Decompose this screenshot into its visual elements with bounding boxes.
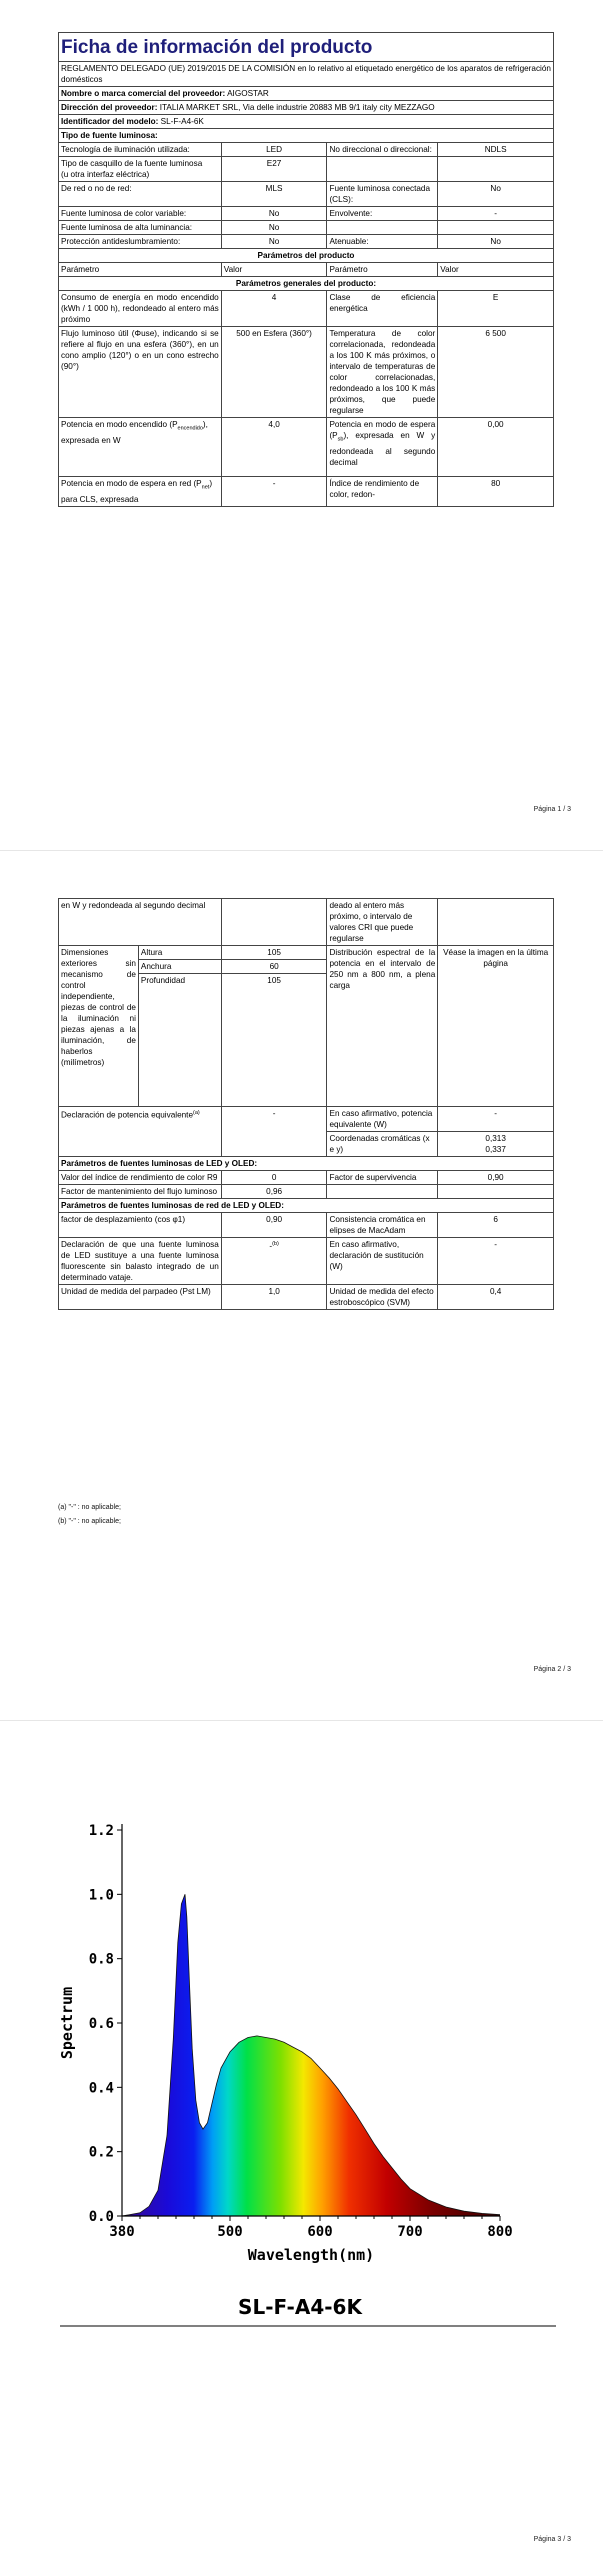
param-label: Envolvente: xyxy=(327,207,438,221)
table-row xyxy=(59,899,554,946)
table-row xyxy=(59,946,554,960)
table-row xyxy=(59,1185,554,1199)
replacement-w-label: En caso afirmativo, declaración de sustitución (W) xyxy=(327,1238,438,1285)
x-axis-label: Wavelength(nm) xyxy=(247,2246,375,2264)
y-tick-label: 0.2 xyxy=(88,2144,114,2161)
footnote-b: (b) "-" : no aplicable; xyxy=(58,1518,121,1525)
general-params-heading: Parámetros generales del producto: xyxy=(59,277,554,291)
table-row xyxy=(59,157,554,182)
standby-label-text: Potencia en modo de espera (P xyxy=(329,420,436,440)
param-label: Fuente luminosa de alta luminancia: xyxy=(59,221,222,235)
networked-label-text-end: ) para CLS, expresada xyxy=(61,479,213,504)
y-tick-label: 0.8 xyxy=(88,1951,114,1968)
power-on-label-text-end: ), expresada en W xyxy=(61,420,208,445)
table-row xyxy=(59,143,554,157)
param-value: 6 500 xyxy=(438,327,554,418)
mains-params-heading: Parámetros de fuentes luminosas de red de LED y OLED: xyxy=(59,1199,554,1213)
source-type-heading: Tipo de fuente luminosa: xyxy=(59,129,554,143)
param-value: E xyxy=(438,291,554,327)
document-title: Ficha de información del producto xyxy=(59,33,554,62)
param-value: No xyxy=(221,235,327,249)
chromaticity-y: 0,337 xyxy=(485,1145,506,1154)
displacement-value: 0,90 xyxy=(221,1213,327,1238)
table-row xyxy=(59,182,554,207)
stroboscopic-label: Unidad de medida del efecto estroboscópico (SVM) xyxy=(327,1285,438,1310)
equivalent-power-value: - xyxy=(221,1107,327,1157)
y-tick-label: 0.4 xyxy=(88,2080,114,2097)
page-separator xyxy=(0,850,603,851)
page-number: Página 3 / 3 xyxy=(533,2536,571,2543)
survival-value: 0,90 xyxy=(438,1171,554,1185)
table-header-row xyxy=(59,263,554,277)
networked-subscript: net xyxy=(201,484,210,491)
standby-value: 0,00 xyxy=(438,418,554,477)
table-row xyxy=(59,1171,554,1185)
spd-label: Distribución espectral de la potencia en el intervalo de 250 nm a 800 nm, a plena carga xyxy=(327,946,438,1107)
dimension-name: Profundidad xyxy=(138,974,221,1107)
param-label: Consumo de energía en modo encendido (kWh / 1 000 h), redondeado al entero más próximo xyxy=(59,291,222,327)
param-value: 500 en Esfera (360°) xyxy=(221,327,327,418)
equivalent-power-w-value: - xyxy=(438,1107,554,1132)
param-label: Protección antideslumbramiento: xyxy=(59,235,222,249)
model-row xyxy=(59,115,554,129)
power-on-label xyxy=(59,418,222,477)
page-number: Página 2 / 3 xyxy=(533,1666,571,1673)
dimension-value: 60 xyxy=(221,960,327,974)
param-value: No xyxy=(221,221,327,235)
equivalent-power-label xyxy=(59,1107,222,1157)
param-value: No xyxy=(438,182,554,207)
chromaticity-x: 0,313 xyxy=(485,1134,506,1143)
led-params-heading: Parámetros de fuentes luminosas de LED y OLED: xyxy=(59,1157,554,1171)
maintenance-value: 0,96 xyxy=(221,1185,327,1199)
param-label: De red o no de red: xyxy=(59,182,222,207)
chart-plot-area xyxy=(58,1823,513,2264)
equivalent-power-w-label: En caso afirmativo, potencia equivalente (W) xyxy=(327,1107,438,1132)
param-value: MLS xyxy=(221,182,327,207)
stroboscopic-value: 0,4 xyxy=(438,1285,554,1310)
product-info-table-part-1 xyxy=(58,32,554,507)
address-label: Dirección del proveedor: xyxy=(61,103,158,112)
table-row xyxy=(59,221,554,235)
standby-label-text-end: ), expresada en W y redondeada al segundo decimal xyxy=(329,431,436,467)
empty-cell xyxy=(438,1185,554,1199)
replacement-value: - xyxy=(269,1241,273,1251)
dimensions-label: Dimensiones exteriores sin mecanismo de control independiente, piezas de control de la iluminación ni piezas ajenas a la iluminación, de haberlos (milímetros) xyxy=(59,946,139,1107)
flicker-label: Unidad de medida del parpadeo (Pst LM) xyxy=(59,1285,222,1310)
power-on-subscript: encendido xyxy=(177,425,203,432)
page-separator xyxy=(0,1720,603,1721)
spd-value: Véase la imagen en la última página xyxy=(438,946,554,1107)
param-value: NDLS xyxy=(438,143,554,157)
spectrum-area xyxy=(122,1894,500,2216)
standby-subscript: sb xyxy=(337,436,344,443)
chromaticity-values xyxy=(438,1132,554,1157)
table-row xyxy=(59,1213,554,1238)
table-row xyxy=(59,291,554,327)
table-row xyxy=(59,235,554,249)
displacement-label: factor de desplazamiento (cos φ1) xyxy=(59,1213,222,1238)
table-row xyxy=(59,1285,554,1310)
page-number: Página 1 / 3 xyxy=(533,806,571,813)
table-row xyxy=(59,1238,554,1285)
table-row xyxy=(59,418,554,477)
param-value: No xyxy=(438,235,554,249)
regulation-text: REGLAMENTO DELEGADO (UE) 2019/2015 DE LA COMISIÓN en lo relativo al etiquetado energético de los aparatos de refrigeración domésticos xyxy=(59,62,554,87)
param-value: LED xyxy=(221,143,327,157)
continued-right-label: deado al entero más próximo, o intervalo de valores CRI que puede regularse xyxy=(327,899,438,946)
networked-standby-value: - xyxy=(221,477,327,507)
page-2 xyxy=(0,880,603,1700)
model-value: SL-F-A4-6K xyxy=(160,117,204,126)
y-tick-label: 0.0 xyxy=(88,2209,114,2225)
flicker-value: 1,0 xyxy=(221,1285,327,1310)
y-axis-label: Spectrum xyxy=(58,1986,76,2060)
address-row xyxy=(59,101,554,115)
survival-label: Factor de supervivencia xyxy=(327,1171,438,1185)
param-value xyxy=(438,157,554,182)
power-on-value: 4,0 xyxy=(221,418,327,477)
x-tick-label: 380 xyxy=(109,2224,135,2240)
dimension-value: 105 xyxy=(221,974,327,1107)
spectrum-chart xyxy=(0,1790,603,2350)
y-tick-label: 1.2 xyxy=(88,1823,114,1839)
table-row xyxy=(59,327,554,418)
param-label: Atenuable: xyxy=(327,235,438,249)
cri-label: Índice de rendimiento de color, redon- xyxy=(327,477,438,507)
param-label: Flujo luminoso útil (Φuse), indicando si se refiere al flujo en una esfera (360°), en un cono amplio (120°) o en un cono estrecho (90°) xyxy=(59,327,222,418)
standby-label xyxy=(327,418,438,477)
address-value: ITALIA MARKET SRL, Via delle industrie 20883 MB 9/1 italy city MEZZAGO xyxy=(159,103,435,112)
continued-right-value xyxy=(438,899,554,946)
x-tick-label: 500 xyxy=(217,2224,243,2240)
table-row xyxy=(59,207,554,221)
chromaticity-label: Coordenadas cromáticas (x e y) xyxy=(327,1132,438,1157)
dimension-value: 105 xyxy=(221,946,327,960)
maintenance-label: Factor de mantenimiento del flujo luminoso xyxy=(59,1185,222,1199)
param-label: Tecnología de iluminación utilizada: xyxy=(59,143,222,157)
param-label: No direccional o direccional: xyxy=(327,143,438,157)
param-label: Temperatura de color correlacionada, redondeada a los 100 K más próximos, o intervalo de temperaturas de color correlacionadas, redondeado a los 100 K más próximos, que puede regularse xyxy=(327,327,438,418)
x-tick-label: 600 xyxy=(307,2224,333,2240)
param-value: 4 xyxy=(221,291,327,327)
cri-value: 80 xyxy=(438,477,554,507)
param-value: - xyxy=(438,207,554,221)
macadam-value: 6 xyxy=(438,1213,554,1238)
macadam-label: Consistencia cromática en elipses de MacAdam xyxy=(327,1213,438,1238)
dimension-name: Anchura xyxy=(138,960,221,974)
supplier-label: Nombre o marca comercial del proveedor: xyxy=(61,89,226,98)
param-value xyxy=(438,221,554,235)
empty-cell xyxy=(327,1185,438,1199)
networked-label-text: Potencia en modo de espera en red (P xyxy=(61,479,202,488)
column-header: Parámetro xyxy=(59,263,222,277)
x-tick-label: 800 xyxy=(487,2224,513,2240)
param-label xyxy=(327,157,438,182)
param-label: Fuente luminosa de color variable: xyxy=(59,207,222,221)
column-header: Valor xyxy=(438,263,554,277)
supplier-row xyxy=(59,87,554,101)
continued-left-value xyxy=(221,899,327,946)
table-row xyxy=(59,477,554,507)
equivalent-power-label-text: Declaración de potencia equivalente xyxy=(61,1110,193,1120)
supplier-value: AIGOSTAR xyxy=(227,89,269,98)
column-header: Valor xyxy=(221,263,327,277)
dimension-name: Altura xyxy=(138,946,221,960)
chart-title: SL-F-A4-6K xyxy=(238,2295,362,2319)
replacement-w-value: - xyxy=(438,1238,554,1285)
param-label: Fuente luminosa conectada (CLS): xyxy=(327,182,438,207)
x-tick-label: 700 xyxy=(397,2224,423,2240)
param-label: Tipo de casquillo de la fuente luminosa (u otra interfaz eléctrica) xyxy=(59,157,222,182)
product-info-table-part-2 xyxy=(58,898,554,1310)
page-3 xyxy=(0,1740,603,2560)
param-label xyxy=(327,221,438,235)
footnote-marker: (b) xyxy=(272,1241,279,1247)
replacement-value-cell xyxy=(221,1238,327,1285)
param-label: Clase de eficiencia energética xyxy=(327,291,438,327)
page-1 xyxy=(0,0,603,820)
y-tick-label: 1.0 xyxy=(88,1887,114,1904)
footnote-marker: (a) xyxy=(193,1110,200,1116)
r9-value: 0 xyxy=(221,1171,327,1185)
param-value: No xyxy=(221,207,327,221)
model-label: Identificador del modelo: xyxy=(61,117,159,126)
replacement-label: Declaración de que una fuente luminosa de LED sustituye a una fuente luminosa fluorescente sin balasto integrado de un determinado vataje. xyxy=(59,1238,222,1285)
y-tick-label: 0.6 xyxy=(88,2016,114,2032)
param-value: E27 xyxy=(221,157,327,182)
power-on-label-text: Potencia en modo encendido (P xyxy=(61,420,178,429)
footnote-a: (a) "-" : no aplicable; xyxy=(58,1504,121,1511)
table-row xyxy=(59,1107,554,1132)
column-header: Parámetro xyxy=(327,263,438,277)
product-params-heading: Parámetros del producto xyxy=(59,249,554,263)
continued-left-label: en W y redondeada al segundo decimal xyxy=(59,899,222,946)
networked-standby-label xyxy=(59,477,222,507)
r9-label: Valor del índice de rendimiento de color R9 xyxy=(59,1171,222,1185)
